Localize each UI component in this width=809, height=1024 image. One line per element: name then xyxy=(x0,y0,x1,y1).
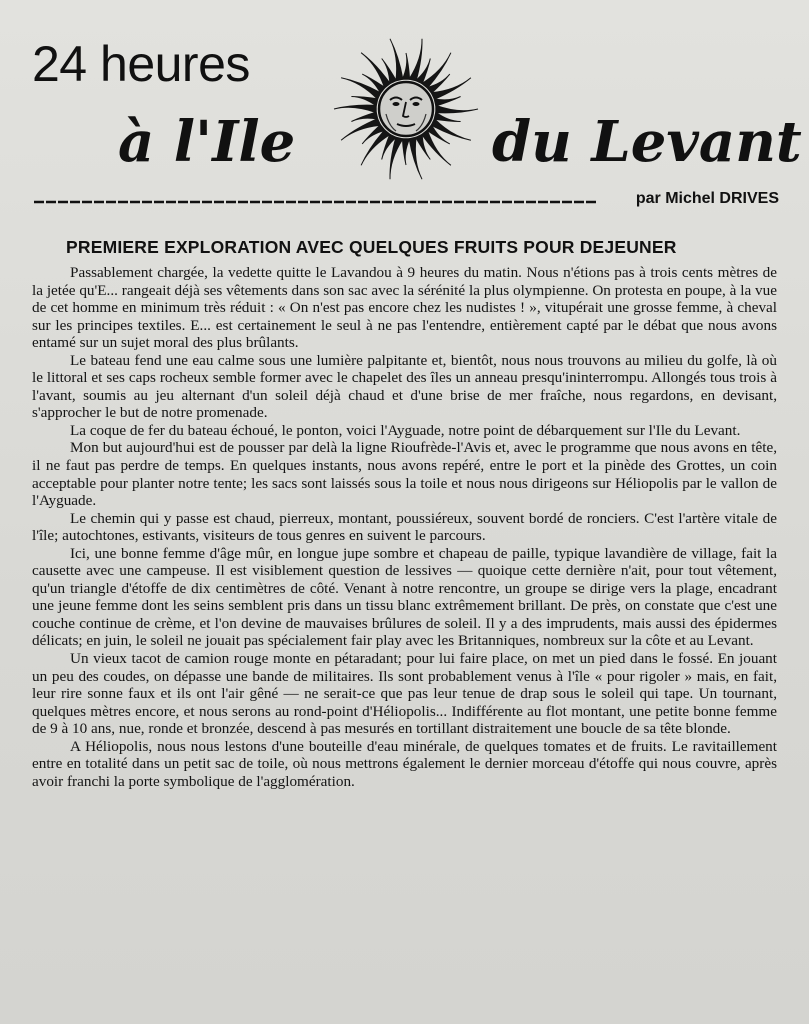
sun-ray xyxy=(390,137,403,179)
paragraph: Passablement chargée, la vedette quitte le Lavandou à 9 heures du matin. Nous n'étions pas à trois cents mètres de la jetée qu'E... rangeait déjà ses vêtements dans son sac avec la sérénité la plus olympienne. On protesta en poupe, à la vue de cet homme en minimum très réduit : « On n'est pas encore chez les nudistes ! », vitupérait une grosse femme, à cheval sur les principes textiles. E... est certainement le seul à ne pas l'entendre, entièrement capté par le débat que nous avons entamé sur un sujet moral des plus brûlants. xyxy=(32,264,777,352)
sun-ray xyxy=(431,78,471,100)
section-subtitle: PREMIERE EXPLORATION AVEC QUELQUES FRUITS POUR DEJEUNER xyxy=(66,237,677,257)
sun-ray xyxy=(402,139,409,165)
sun-ray xyxy=(341,119,381,141)
paragraph: La coque de fer du bateau échoué, le ponton, voici l'Ayguade, notre point de débarquement sur l'Ile du Levant. xyxy=(70,421,741,439)
paragraph: Le bateau fend une eau calme sous une lumière palpitante et, bientôt, nous nous trouvons au milieu du golfe, là où le littoral et ses caps rocheux semble former avec le chapelet des îles un anneau presqu'ininterrompu. Allongés tous trois à l'avant, soumis au jeu alternant d'un soleil déjà chaud et d'une brise de mer fraîche, nous regardons, en devisant, s'approcher le but de notre promenade. xyxy=(32,351,777,422)
sun-ray xyxy=(409,39,422,81)
paragraph: Un vieux tacot de camion rouge monte en pétaradant; pour lui faire place, on met un pied dans le fossé. En jouant un peu des coudes, on dépasse une bande de militaires. Ils sont probablement venus à l'île « pour rigoler » mais, en fait, leur rire sonne faux et ils ont l'air gêné — ne serait-ce que pas leur tenue de drap sous le soleil qui tape. Un tournant, quelques mètres encore, et nous serons au rond-point d'Héliopolis... Indifférente au flot montant, une petite bonne femme de 9 à 10 ans, nue, ronde et bronzée, descend à pas mesurés en tortillant distraitement une boucle de sa tête blonde. xyxy=(32,650,777,738)
headline-line-2-right: du Levant xyxy=(492,109,802,175)
sun-ray xyxy=(434,112,460,121)
sun-ray xyxy=(351,97,377,106)
headline-line-1: 24 heures xyxy=(32,36,250,92)
sun-face-icon xyxy=(330,36,482,186)
article-body xyxy=(32,264,777,790)
paragraph: A Héliopolis, nous nous lestons d'une bouteille d'eau minérale, de quelques tomates et de fruits. Le ravitaillement entre en totalité dans un petit sac de toile, où nous mettrons également le dernier morceau d'étoffe qui nous couvre, après avoir franchi la porte symbolique de l'agglomération. xyxy=(32,737,777,790)
paragraph: Ici, une bonne femme d'âge mûr, en longue jupe sombre et chapeau de paille, typique lavandière de village, fait la causette avec une campeuse. Il est visiblement question de lessives — quoique cette dernière n'ait, pour tout vêtement, qu'un triangle d'étoffe de dix centimètres de côté. Venant à notre rencontre, un groupe se dirige vers la plage, encadrant une jeune femme dont les seins semblent pris dans un tissu blanc extrêmement brillant. De près, on constate que c'est une couche continue de crème, et l'on devine de mauvaises brûlures de soleil. Il y a des imprudents, mais aussi des épidermes délicats; en juin, le soleil ne jouait pas spécialement fair play avec les Britanniques, nombreux sur la côte et au Levant. xyxy=(32,544,777,650)
byline: par Michel DRIVES xyxy=(635,190,779,207)
headline-line-2-left: à l'Ile xyxy=(118,109,296,175)
paragraph: Mon but aujourd'hui est de pousser par delà la ligne Rioufrède-l'Avis et, avec le programme que nous avons en tête, il ne faut pas perdre de temps. En quelques instants, nous avons repéré, entre le port et la pinède des Grottes, un coin acceptable pour planter notre tente; les sacs sont laissés sous la toile et nous nous dirigeons sur Héliopolis par le vallon de l'Ayguade. xyxy=(32,439,777,510)
paragraph: Le chemin qui y passe est chaud, pierreux, montant, poussiéreux, souvent bordé de ronciers. C'est l'artère vitale de l'île; autochtones, estivants, visiteurs de tous genres en suivent le parcours. xyxy=(32,509,777,545)
sun-ray xyxy=(436,105,478,112)
sun-ray xyxy=(402,53,409,79)
decorative-rule xyxy=(34,199,596,205)
sun-ray xyxy=(334,105,376,112)
